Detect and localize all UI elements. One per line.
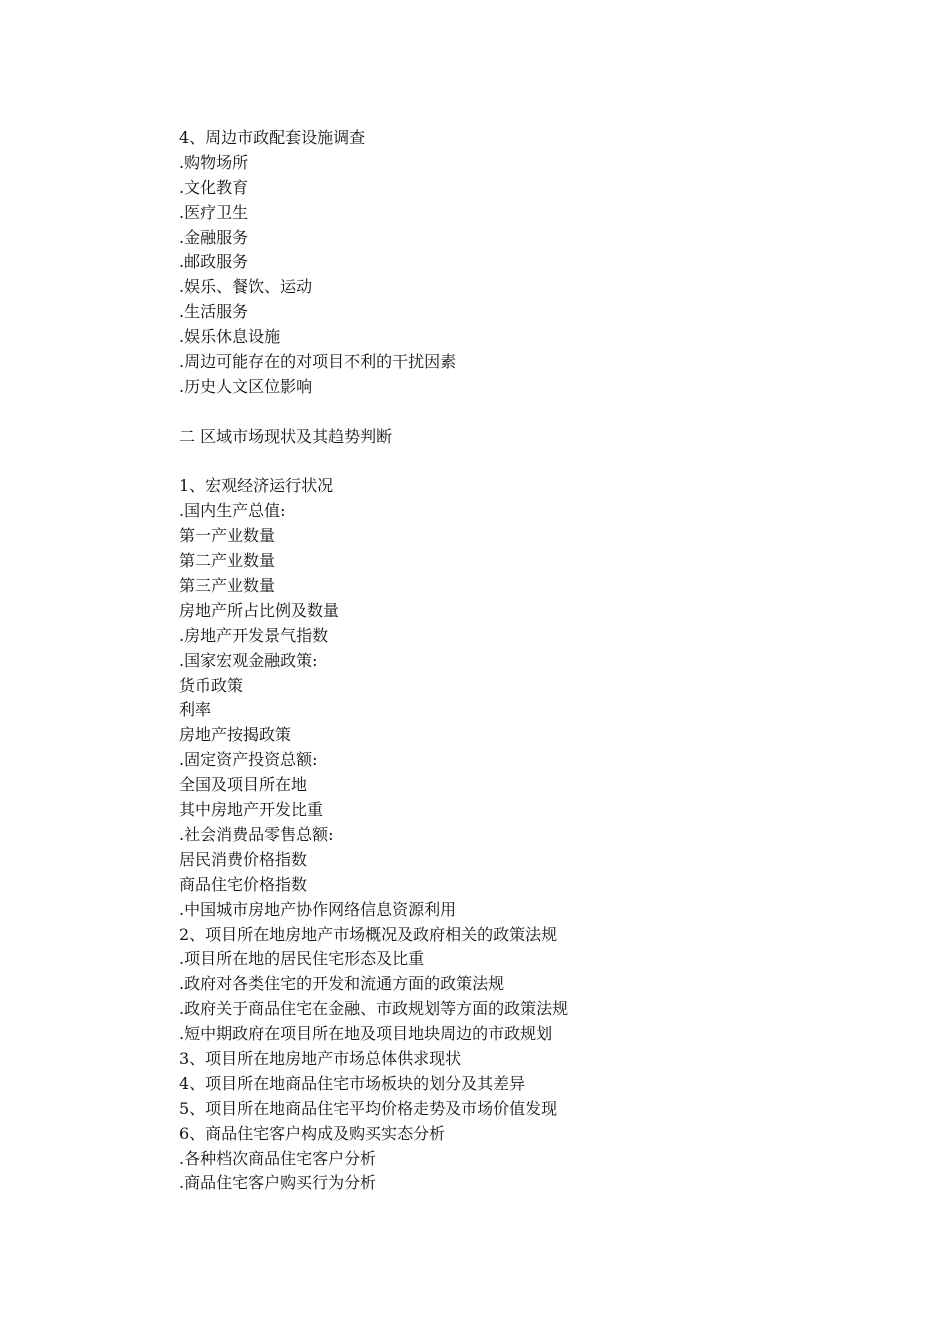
part-heading-regional-market: 二 区域市场现状及其趋势判断 [179,426,393,446]
list-item: .短中期政府在项目所在地及项目地块周边的市政规划 [179,1024,553,1044]
list-item: 利率 [179,700,212,720]
list-item: 其中房地产开发比重 [179,800,324,820]
subsection-heading: 4、项目所在地商品住宅市场板块的划分及其差异 [179,1073,526,1093]
list-item: .政府关于商品住宅在金融、市政规划等方面的政策法规 [179,999,569,1019]
list-item: .国家宏观金融政策: [179,650,318,670]
subsection-heading: 5、项目所在地商品住宅平均价格走势及市场价值发现 [179,1098,558,1118]
blank-line [179,400,879,425]
list-item: .各种档次商品住宅客户分析 [179,1148,377,1168]
list-item: .娱乐休息设施 [179,327,281,347]
list-item: 第三产业数量 [179,576,276,596]
subsection-heading: 6、商品住宅客户构成及购买实态分析 [179,1123,446,1143]
list-item: 货币政策 [179,675,244,695]
list-item: .商品住宅客户购买行为分析 [179,1173,377,1193]
list-item: .国内生产总值: [179,501,286,521]
list-item: .邮政服务 [179,252,249,272]
list-item: .历史人文区位影响 [179,376,313,396]
list-item: 第一产业数量 [179,526,276,546]
list-item: .中国城市房地产协作网络信息资源利用 [179,899,457,919]
blank-line [179,450,879,475]
list-item: 房地产按揭政策 [179,725,292,745]
list-item: .项目所在地的居民住宅形态及比重 [179,949,425,969]
list-item: .医疗卫生 [179,202,249,222]
list-item: .政府对各类住宅的开发和流通方面的政策法规 [179,974,505,994]
list-item: .社会消费品零售总额: [179,824,334,844]
document-body [179,126,879,1196]
surrounding-facilities-list [179,151,879,400]
list-item: .房地产开发景气指数 [179,625,329,645]
list-item: 第二产业数量 [179,551,276,571]
subsection-heading: 2、项目所在地房地产市场概况及政府相关的政策法规 [179,924,558,944]
list-item: .周边可能存在的对项目不利的干扰因素 [179,352,457,372]
subsection-heading: 3、项目所在地房地产市场总体供求现状 [179,1048,462,1068]
list-item: .娱乐、餐饮、运动 [179,277,313,297]
subsection-heading: 1、宏观经济运行状况 [179,476,334,496]
list-item: .文化教育 [179,177,249,197]
list-item: .生活服务 [179,302,249,322]
regional-market-list [179,474,879,1196]
list-item: 商品住宅价格指数 [179,874,308,894]
list-item: 居民消费价格指数 [179,849,308,869]
list-item: 全国及项目所在地 [179,775,308,795]
section-heading-surrounding-facilities: 4、周边市政配套设施调查 [179,128,366,147]
list-item: .购物场所 [179,152,249,172]
list-item: .金融服务 [179,227,249,247]
list-item: .固定资产投资总额: [179,750,318,770]
list-item: 房地产所占比例及数量 [179,600,340,620]
